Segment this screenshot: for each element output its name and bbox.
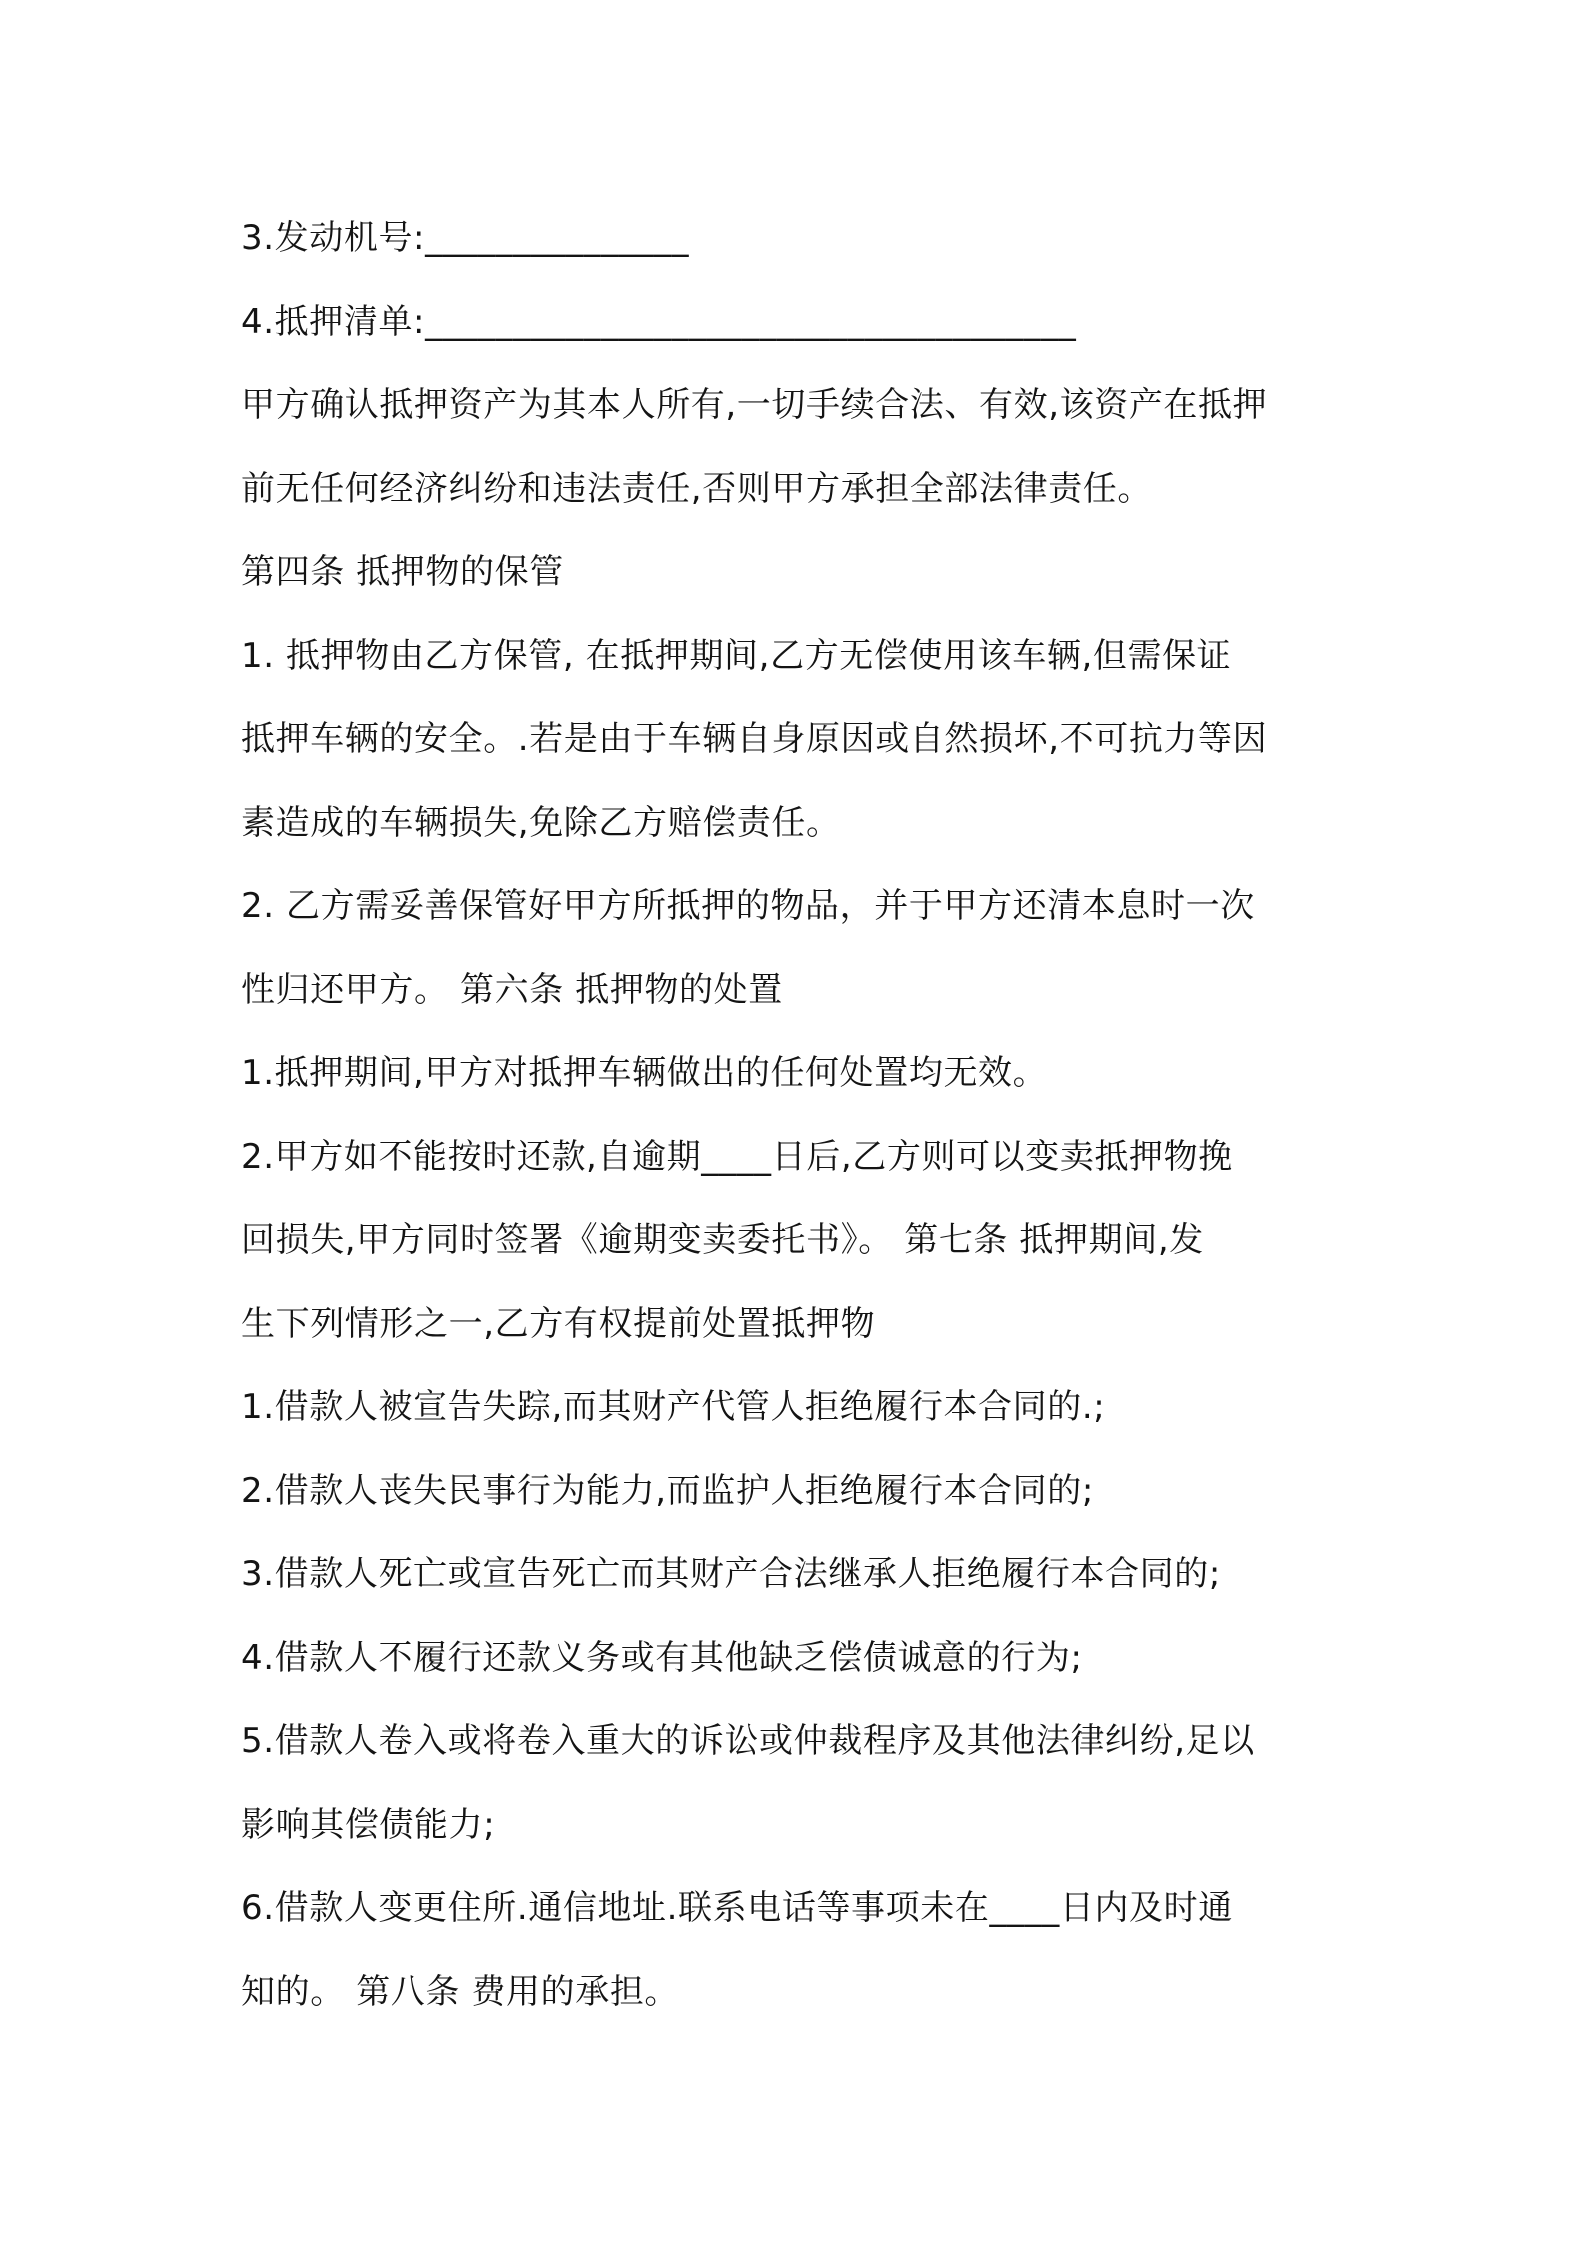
text-line: 甲方确认抵押资产为其本人所有,一切手续合法、有效,该资产在抵押 xyxy=(241,385,1268,425)
text-line: 2.甲方如不能按时还款,自逾期____日后,乙方则可以变卖抵押物挽 xyxy=(241,1136,1233,1177)
text-line: 3.借款人死亡或宣告死亡而其财产合法继承人拒绝履行本合同的; xyxy=(241,1554,1221,1594)
text-line: 2. 乙方需妥善保管好甲方所抵押的物品，并于甲方还清本息时一次 xyxy=(241,886,1255,926)
text-line: 抵押车辆的安全。.若是由于车辆自身原因或自然损坏,不可抗力等因 xyxy=(241,719,1268,759)
text-line: 5.借款人卷入或将卷入重大的诉讼或仲裁程序及其他法律纠纷,足以 xyxy=(241,1721,1255,1761)
text-line: 2.借款人丧失民事行为能力,而监护人拒绝履行本合同的; xyxy=(241,1470,1094,1511)
text-line: 1. 抵押物由乙方保管, 在抵押期间,乙方无偿使用该车辆,但需保证 xyxy=(241,635,1232,676)
text-line: 6.借款人变更住所.通信地址.联系电话等事项未在____日内及时通 xyxy=(241,1888,1233,1928)
text-line-mortgage-list: 4.抵押清单:_____________________________________ xyxy=(241,301,1077,342)
text-line: 影响其偿债能力; xyxy=(241,1804,496,1845)
document-body xyxy=(241,197,1366,2034)
text-line: 回损失,甲方同时签署《逾期变卖委托书》。 第七条 抵押期间,发 xyxy=(241,1220,1204,1260)
text-line-engine-number: 3.发动机号:_______________ xyxy=(241,218,690,258)
text-line: 1.抵押期间,甲方对抵押车辆做出的任何处置均无效。 xyxy=(241,1053,1048,1093)
text-line: 素造成的车辆损失,免除乙方赔偿责任。 xyxy=(241,802,841,843)
text-line: 前无任何经济纠纷和违法责任,否则甲方承担全部法律责任。 xyxy=(241,468,1153,509)
text-line: 性归还甲方。 第六条 抵押物的处置 xyxy=(241,969,783,1010)
text-line: 生下列情形之一,乙方有权提前处置抵押物 xyxy=(241,1303,876,1344)
text-line: 知的。 第八条 费用的承担。 xyxy=(241,1971,680,2012)
text-line: 4.借款人不履行还款义务或有其他缺乏偿债诚意的行为; xyxy=(241,1637,1083,1678)
text-line: 1.借款人被宣告失踪,而其财产代管人拒绝履行本合同的.; xyxy=(241,1387,1106,1427)
section-heading-article-4: 第四条 抵押物的保管 xyxy=(241,552,564,592)
